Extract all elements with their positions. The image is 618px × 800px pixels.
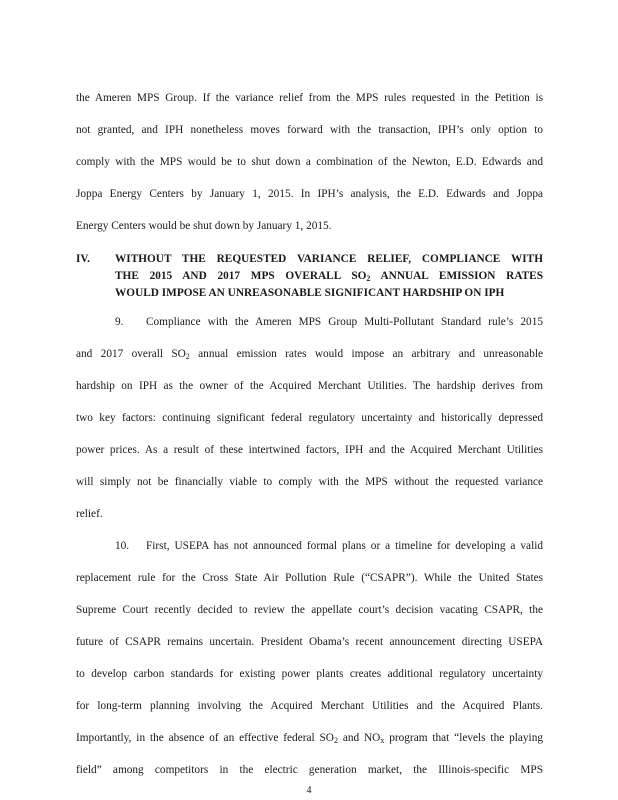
paragraph-line: relief. — [76, 508, 103, 520]
paragraph-line: Compliance with the Ameren MPS Group Multi-Pollutant Standard rule’s 2015 — [146, 316, 543, 328]
paragraph-line: hardship on IPH as the owner of the Acquired Merchant Utilities. The hardship derives from — [76, 380, 543, 392]
paragraph-line: and 2017 overall $SO_2$ annual emission rates would impose an arbitrary and unreasonable — [76, 348, 543, 361]
paragraph-line: Energy Centers would be shut down by January 1, 2015. — [76, 220, 332, 232]
paragraph-line: will simply not be financially viable to comply with the MPS without the requested variance — [76, 476, 543, 488]
paragraph-line: Joppa Energy Centers by January 1, 2015. In IPH’s analysis, the E.D. Edwards and Joppa — [76, 188, 543, 200]
paragraph-line: the Ameren MPS Group. If the variance relief from the MPS rules requested in the Petition is — [76, 92, 543, 104]
paragraph-number: 9. — [115, 316, 124, 328]
paragraph-number: 10. — [115, 540, 130, 552]
paragraph-line: comply with the MPS would be to shut down a combination of the Newton, E.D. Edwards and — [76, 156, 543, 168]
paragraph-line: future of CSAPR remains uncertain. President Obama’s recent announcement directing USEPA — [76, 636, 543, 648]
section-heading-line: THE 2015 AND 2017 MPS OVERALL $SO_2$ ANNUAL EMISSION RATES — [115, 270, 543, 283]
paragraph-line: field” among competitors in the electric generation market, the Illinois-specific MPS — [76, 764, 543, 776]
paragraph-line: for long-term planning involving the Acquired Merchant Utilities and the Acquired Plants. — [76, 700, 543, 712]
page-number: 4 — [306, 785, 312, 796]
section-number: IV. — [76, 253, 90, 265]
paragraph-line: power prices. As a result of these intertwined factors, IPH and the Acquired Merchant Utilities — [76, 444, 543, 456]
paragraph-line: First, USEPA has not announced formal plans or a timeline for developing a valid — [146, 540, 543, 552]
section-heading-line: WOULD IMPOSE AN UNREASONABLE SIGNIFICANT HARDSHIP ON IPH — [115, 287, 505, 299]
paragraph-line: two key factors: continuing significant federal regulatory uncertainty and historically depressed — [76, 412, 543, 424]
paragraph-line: not granted, and IPH nonetheless moves forward with the transaction, IPH’s only option to — [76, 124, 543, 136]
paragraph-line: replacement rule for the Cross State Air Pollution Rule (“CSAPR”). While the United States — [76, 572, 543, 584]
paragraph-line: Supreme Court recently decided to review the appellate court’s decision vacating CSAPR, the — [76, 604, 543, 616]
paragraph-line: Importantly, in the absence of an effective federal $SO_2$ and $NO_x$ program that “levels the playing — [76, 732, 543, 745]
paragraph-line: to develop carbon standards for existing power plants creates additional regulatory uncertainty — [76, 668, 543, 680]
section-heading-line: WITHOUT THE REQUESTED VARIANCE RELIEF, COMPLIANCE WITH — [115, 253, 543, 265]
